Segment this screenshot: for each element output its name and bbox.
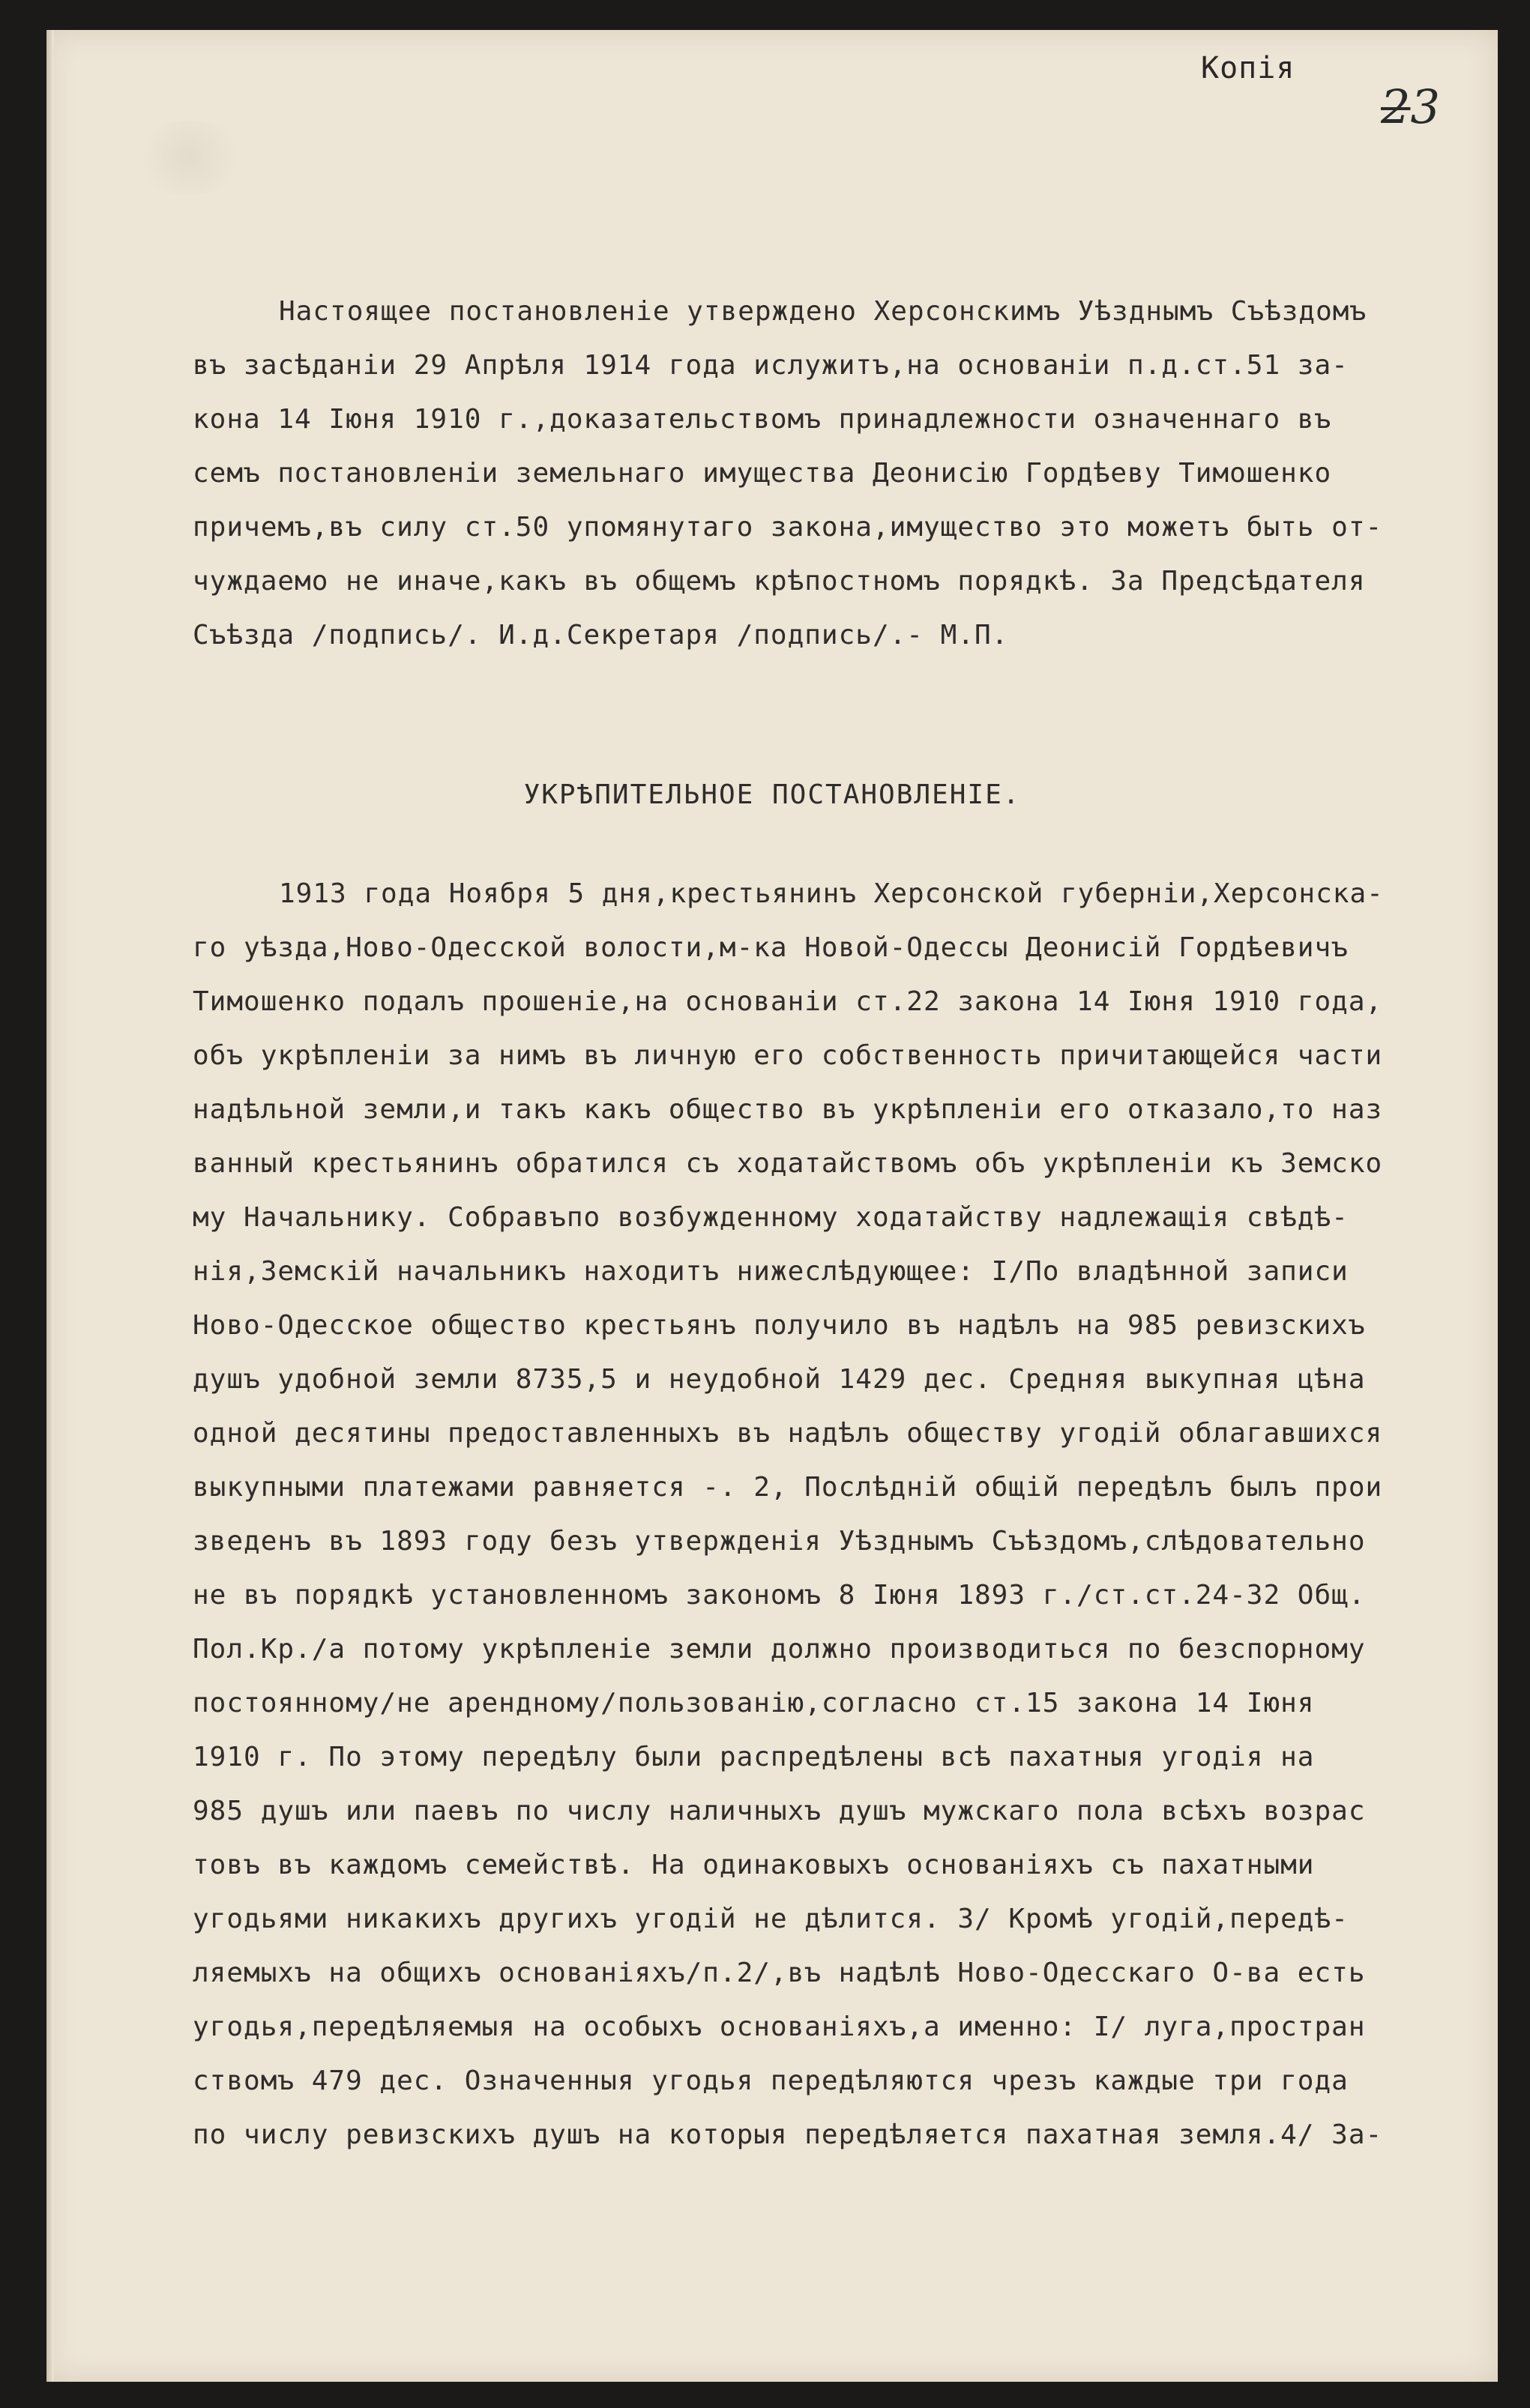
body-line: Тимошенко подалъ прошеніе,на основаніи ст.22 закона 14 Іюня 1910 года, [193, 986, 1383, 1017]
body-line: выкупными платежами равняется -. 2, Послѣдній общій передѣлъ былъ прои [193, 1472, 1383, 1503]
body-line: надѣльной земли,и такъ какъ общество въ укрѣпленіи его отказало,то наз [193, 1094, 1383, 1125]
body-line: му Начальнику. Собравъпо возбужденному ходатайству надлежащія свѣдѣ- [193, 1202, 1349, 1233]
body-line: зведенъ въ 1893 году безъ утвержденія Уѣзднымъ Съѣздомъ,слѣдовательно [193, 1526, 1366, 1557]
body-line: ляемыхъ на общихъ основаніяхъ/п.2/,въ надѣлѣ Ново-Одесскаго О-ва есть [193, 1958, 1366, 1988]
body-line: ванный крестьянинъ обратился съ ходатайствомъ объ укрѣпленіи къ Земско [193, 1148, 1383, 1179]
folio-digit: 3 [1410, 79, 1440, 134]
copy-label: Копія [1201, 51, 1295, 85]
note-line: причемъ,въ силу ст.50 упомянутаго закона,имущество это можетъ быть от- [193, 512, 1383, 543]
body-line: не въ порядкѣ установленномъ закономъ 8 Іюня 1893 г./ст.ст.24-32 Общ. [193, 1580, 1366, 1611]
faded-stamp [133, 120, 246, 195]
note-line: кона 14 Іюня 1910 г.,доказательствомъ принадлежности означеннаго въ [193, 404, 1332, 435]
body-line: 1910 г. По этому передѣлу были распредѣлены всѣ пахатныя угодія на [193, 1742, 1315, 1772]
body-line: 985 душъ или паевъ по числу наличныхъ душъ мужскаго пола всѣхъ возрас [193, 1796, 1366, 1826]
document-page [46, 30, 1498, 2382]
body-line: по числу ревизскихъ душъ на которыя передѣляется пахатная земля.4/ За- [193, 2119, 1383, 2150]
body-line: ствомъ 479 дес. Означенныя угодья передѣляются чрезъ каждые три года [193, 2065, 1349, 2096]
body-line: нія,Земскій начальникъ находитъ нижеслѣдующее: І/По владѣнной записи [193, 1256, 1349, 1287]
note-line: семъ постановленіи земельнаго имущества Деонисію Гордѣеву Тимошенко [193, 458, 1332, 489]
note-line: въ засѣданіи 29 Апрѣля 1914 года ислужитъ,на основаніи п.д.ст.51 за- [193, 350, 1349, 381]
document-title: УКРѢПИТЕЛЬНОЕ ПОСТАНОВЛЕНІЕ. [523, 779, 1021, 810]
body-line: одной десятины предоставленныхъ въ надѣлъ обществу угодій облагавшихся [193, 1418, 1383, 1449]
body-line: угодьями никакихъ другихъ угодій не дѣлится. 3/ Кромѣ угодій,передѣ- [193, 1904, 1349, 1934]
body-line: душъ удобной земли 8735,5 и неудобной 1429 дес. Средняя выкупная цѣна [193, 1364, 1366, 1395]
body-line: постоянному/не арендному/пользованію,согласно ст.15 закона 14 Іюня [193, 1688, 1315, 1719]
body-line: Пол.Кр./а потому укрѣпленіе земли должно производиться по безспорному [193, 1634, 1366, 1665]
note-line: Съѣзда /подпись/. И.д.Секретаря /подпись/.- М.П. [193, 620, 1009, 651]
body-line: 1913 года Ноября 5 дня,крестьянинъ Херсонской губерніи,Херсонска- [279, 878, 1384, 909]
body-line: товъ въ каждомъ семействѣ. На одинаковыхъ основаніяхъ съ пахатными [193, 1850, 1315, 1880]
body-line: Ново-Одесское общество крестьянъ получило въ надѣлъ на 985 ревизскихъ [193, 1310, 1366, 1341]
body-line: го уѣзда,Ново-Одесской волости,м-ка Новой-Одессы Деонисій Гордѣевичъ [193, 932, 1349, 963]
body-line: объ укрѣпленіи за нимъ въ личную его собственность причитающейся части [193, 1040, 1383, 1071]
folio-number [1381, 79, 1440, 134]
note-line: чуждаемо не иначе,какъ въ общемъ крѣпостномъ порядкѣ. За Предсѣдателя [193, 566, 1366, 597]
body-line: угодья,передѣляемыя на особыхъ основаніяхъ,а именно: І/ луга,простран [193, 2012, 1366, 2042]
folio-struck-digit: 2 [1381, 79, 1411, 134]
note-line: Настоящее постановленіе утверждено Херсонскимъ Уѣзднымъ Съѣздомъ [279, 296, 1367, 327]
